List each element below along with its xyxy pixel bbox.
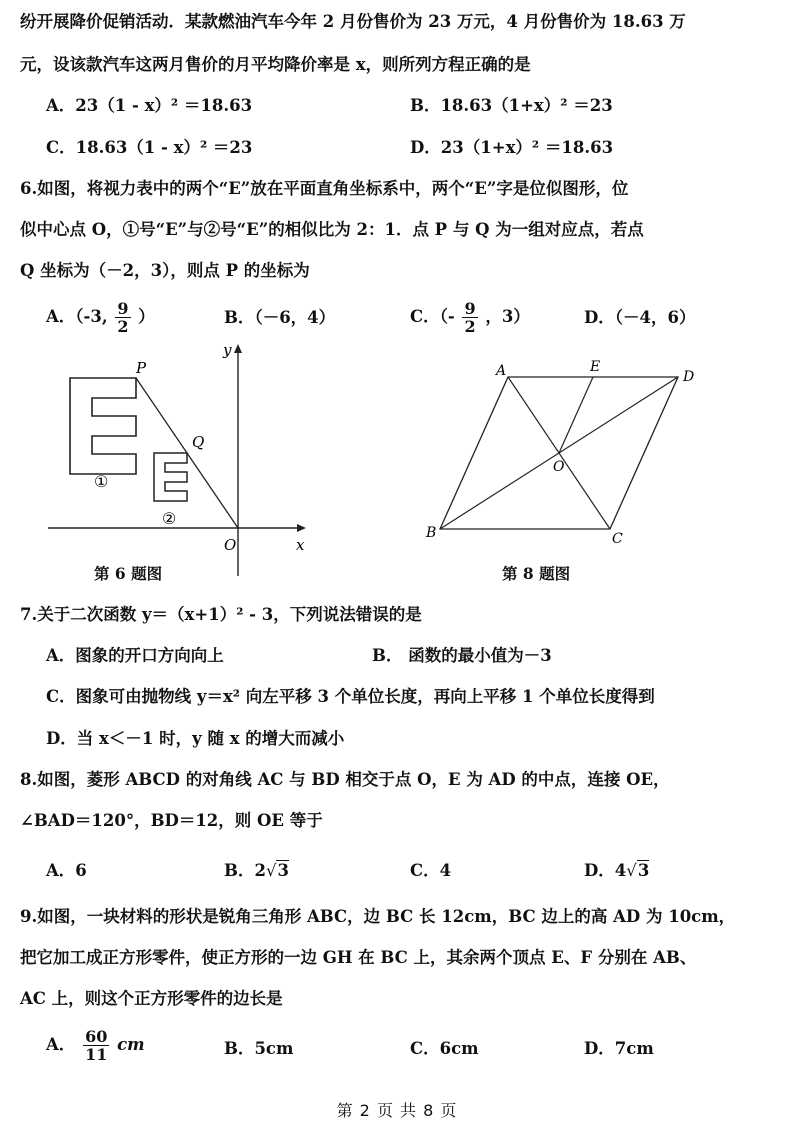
q7-stem: 7.关于二次函数 y＝（x+1）² - 3，下列说法错误的是 <box>20 605 422 624</box>
q5-option-b: B．18.63（1+x）² ＝23 <box>410 96 613 115</box>
q9-option-c: C．6cm <box>410 1039 479 1058</box>
label-c: C <box>612 531 623 547</box>
label-b: B <box>426 525 437 541</box>
q7-option-d: D．当 x＜－1 时，y 随 x 的增大而减小 <box>46 729 345 748</box>
q6-option-c-prefix: C．（- <box>410 307 455 326</box>
q8-option-d-radicand: 3 <box>637 861 650 880</box>
q6-option-a-suffix: ） <box>138 307 155 326</box>
q6-line-2: 似中心点 O，①号“E”与②号“E”的相似比为 2：1．点 P 与 Q 为一组对应点，若点 <box>20 220 644 239</box>
q5-option-c: C．18.63（1 - x）² ＝23 <box>46 138 253 157</box>
label-circle-2: ② <box>162 509 177 528</box>
q8-option-d: D．4√3 <box>584 861 650 880</box>
q8-figure-caption: 第 8 题图 <box>502 564 571 583</box>
fraction-numerator: 60 <box>85 1027 108 1046</box>
q5-line-1: 纷开展降价促销活动．某款燃油汽车今年 2 月份售价为 23 万元，4 月份售价为 18.63 万 <box>20 12 686 31</box>
q6-option-d: D．（－4，6） <box>584 308 696 327</box>
label-a: A <box>496 363 507 379</box>
q5-line-2: 元，设该款汽车这两月售价的月平均降价率是 x，则所列方程正确的是 <box>20 55 531 74</box>
label-p: P <box>136 359 147 377</box>
q9-option-b: B．5cm <box>224 1039 294 1058</box>
q6-line-3: Q 坐标为（－2，3），则点 P 的坐标为 <box>20 261 310 280</box>
label-origin: O <box>224 536 237 554</box>
fraction-denominator: 2 <box>464 317 476 336</box>
x-axis-arrow <box>297 524 306 532</box>
q7-option-a: A．图象的开口方向向上 <box>46 646 224 665</box>
label-o: O <box>553 459 565 475</box>
q6-option-c <box>410 300 530 335</box>
q8-option-b: B．2√3 <box>224 861 289 880</box>
q6-option-c-suffix: ，3） <box>485 307 530 326</box>
q6-option-a-fraction <box>115 300 130 335</box>
q6-option-c-fraction <box>462 300 477 335</box>
q9-option-a-fraction <box>83 1028 109 1063</box>
label-d: D <box>683 369 695 385</box>
q8-option-a: A．6 <box>46 861 87 880</box>
page-footer: 第 2 页 共 8 页 <box>336 1101 458 1120</box>
q9-line-3: AC 上，则这个正方形零件的边长是 <box>20 989 283 1008</box>
q8-line-2: ∠BAD＝120°，BD＝12，则 OE 等于 <box>20 811 323 830</box>
q8-figure <box>420 355 720 555</box>
q8-option-b-coefficient: B．2 <box>224 861 266 880</box>
label-x: x <box>296 536 305 554</box>
fraction-numerator: 9 <box>464 299 476 318</box>
q7-option-b: B． 函数的最小值为－3 <box>372 646 552 665</box>
q5-option-d: D．23（1+x）² ＝18.63 <box>410 138 614 157</box>
label-y: y <box>223 341 232 359</box>
q6-option-a-prefix: A．（-3, <box>46 307 108 326</box>
q9-option-a-unit: cm <box>117 1035 145 1054</box>
q5-option-a: A．23（1 - x）² ＝18.63 <box>46 96 253 115</box>
q9-line-1: 9.如图，一块材料的形状是锐角三角形 ABC，边 BC 长 12cm，BC 边上的高 AD 为 10cm， <box>20 907 736 926</box>
small-e-shape <box>154 453 187 501</box>
q6-figure-caption: 第 6 题图 <box>94 564 163 583</box>
q8-option-c: C．4 <box>410 861 452 880</box>
q6-option-a <box>46 300 155 335</box>
q8-line-1: 8.如图，菱形 ABCD 的对角线 AC 与 BD 相交于点 O，E 为 AD 的中点，连接 OE， <box>20 770 670 789</box>
fraction-denominator: 2 <box>117 317 129 336</box>
q7-option-c: C．图象可由抛物线 y＝x² 向左平移 3 个单位长度，再向上平移 1 个单位长度得到 <box>46 687 655 706</box>
q9-option-a <box>46 1028 145 1063</box>
label-circle-1: ① <box>94 472 109 491</box>
q9-option-d: D．7cm <box>584 1039 654 1058</box>
q8-option-d-coefficient: D．4 <box>584 861 627 880</box>
label-e: E <box>590 359 601 375</box>
large-e-shape <box>70 378 136 474</box>
q6-option-b: B．（－6，4） <box>224 308 336 327</box>
q6-line-1: 6.如图，将视力表中的两个“E”放在平面直角坐标系中，两个“E”字是位似图形，位 <box>20 179 629 198</box>
fraction-numerator: 9 <box>117 299 129 318</box>
label-q: Q <box>192 433 205 451</box>
y-axis-arrow <box>234 344 242 353</box>
q9-line-2: 把它加工成正方形零件，使正方形的一边 GH 在 BC 上，其余两个顶点 E、F 分别在 AB、 <box>20 948 697 967</box>
fraction-denominator: 11 <box>85 1045 108 1064</box>
q9-option-a-prefix: A． <box>46 1035 76 1054</box>
q8-option-b-radicand: 3 <box>277 861 289 880</box>
q6-figure <box>40 338 320 580</box>
